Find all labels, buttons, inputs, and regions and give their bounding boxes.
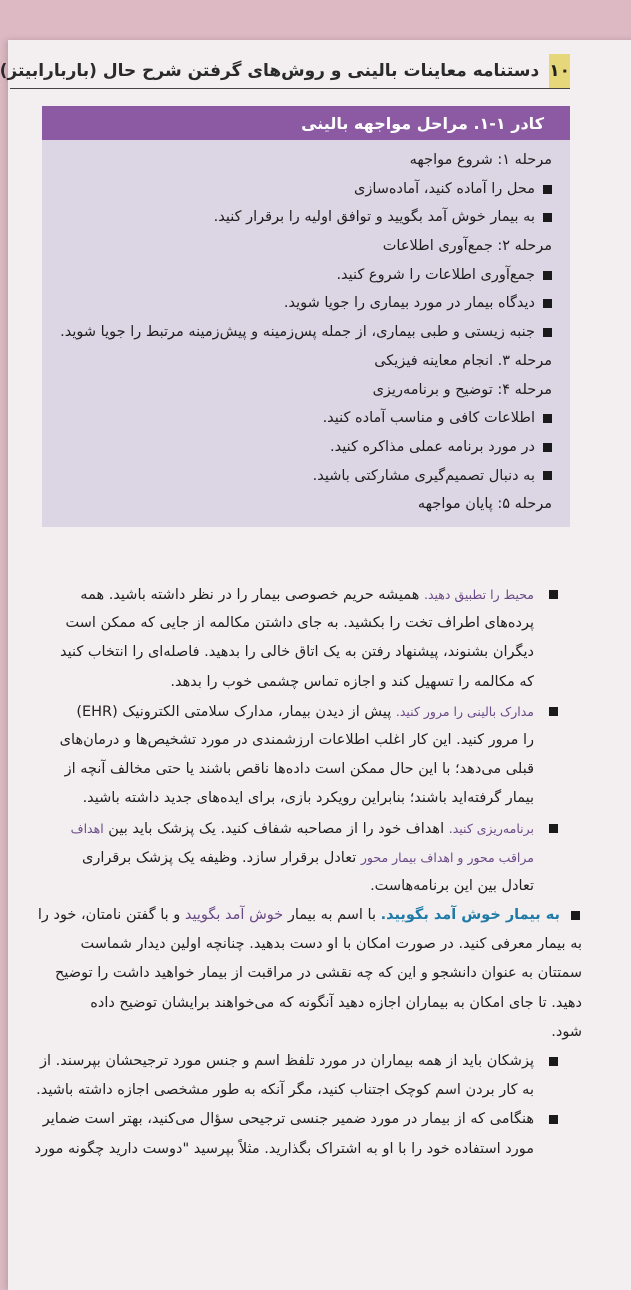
side-heading: برنامه‌ریزی کنید. bbox=[448, 820, 534, 836]
paragraph-continuation bbox=[32, 930, 582, 1047]
text-line: تعادل برقرار سازد. وظیفه یک پزشک برقراری bbox=[81, 849, 361, 866]
text-line: مورد استفاده خود را با او به اشتراک بگذارید. مثلاً بپرسید "دوست دارید چگونه مورد bbox=[34, 1140, 534, 1157]
bullet-paragraph bbox=[32, 697, 560, 814]
bullet-icon bbox=[543, 299, 552, 308]
highlight-heading: به بیمار خوش آمد بگویید. bbox=[380, 907, 560, 924]
box-bullet-item bbox=[52, 462, 552, 491]
bullet-icon bbox=[543, 185, 552, 194]
side-heading: محیط را تطبیق دهید. bbox=[424, 587, 534, 602]
text-line: به بیمار معرفی کنید. در صورت امکان با او دست بدهید. چنانچه اولین دیدار شماست bbox=[80, 936, 582, 953]
box-line-text: دیدگاه بیمار در مورد بیماری را جویا شوید. bbox=[283, 295, 535, 312]
box-bullet-item bbox=[52, 404, 552, 433]
box-stage-heading bbox=[52, 376, 552, 405]
bullet-icon bbox=[543, 271, 552, 280]
box-bullet-item bbox=[52, 261, 552, 290]
box-line-text: اطلاعات کافی و مناسب آماده کنید. bbox=[322, 410, 535, 427]
text-line: پرده‌های اطراف تخت را بکشید. به جای داشتن مکالمه از جایی که ممکن است bbox=[65, 615, 534, 632]
side-heading: مدارک بالینی را مرور کنید. bbox=[395, 703, 534, 719]
text-line: تعادل بین این برنامه‌هاست. bbox=[370, 877, 534, 894]
box-line-text: جنبه زیستی و طبی بیماری، از جمله پس‌زمینه و پیش‌زمینه مرتبط را جویا شوید. bbox=[60, 324, 535, 341]
box-line-text: مرحله ۱: شروع مواجهه bbox=[409, 152, 552, 168]
box-line-text: مرحله ۵: پایان مواجهه bbox=[417, 496, 552, 513]
box-stage-heading bbox=[52, 232, 552, 261]
bullet-icon bbox=[549, 824, 558, 833]
text-line: دهید. تا جای امکان به بیماران اجازه دهید آنگونه که می‌خواهند برایشان توضیح داده bbox=[90, 994, 582, 1011]
text-line: و با گفتن نامتان، خود را bbox=[37, 907, 185, 924]
box-stage-heading bbox=[52, 490, 552, 519]
box-line-text: به دنبال تصمیم‌گیری مشارکتی باشید. bbox=[312, 467, 535, 484]
side-term: خوش آمد بگویید bbox=[184, 907, 284, 924]
box-line-text: مرحله ۴: توضیح و برنامه‌ریزی bbox=[372, 381, 552, 398]
box-line-text: جمع‌آوری اطلاعات را شروع کنید. bbox=[336, 266, 535, 283]
bullet-paragraph bbox=[32, 901, 582, 930]
text-line: که مکالمه را تسهیل کند و اجازه تماس چشمی خوب را بدهد. bbox=[170, 673, 534, 690]
bullet-icon bbox=[549, 590, 558, 599]
box-bullet-item bbox=[52, 289, 552, 318]
text-line: با اسم به بیمار bbox=[283, 907, 381, 924]
box-bullet-item bbox=[52, 433, 552, 462]
bullet-icon bbox=[549, 707, 558, 716]
box-bullet-item bbox=[52, 203, 552, 232]
bullet-icon bbox=[543, 443, 552, 452]
box-title: کادر ۱-۱. مراحل مواجهه بالینی bbox=[42, 106, 570, 140]
bullet-paragraph bbox=[32, 580, 560, 697]
text-line: شود. bbox=[551, 1023, 582, 1040]
box-line-text: محل را آماده کنید، آماده‌سازی bbox=[354, 180, 535, 197]
text-line: همیشه حریم خصوصی بیمار را در نظر داشته باشید. همه bbox=[80, 587, 424, 603]
box-line-text: در مورد برنامه عملی مذاکره کنید. bbox=[330, 438, 535, 455]
text-line: دیگران بشنوند، پیشنهاد رفتن به یک اتاق خالی را بدهید. فاصله‌ای را انتخاب کنید bbox=[59, 644, 534, 661]
box-line-text: مرحله ۲: جمع‌آوری اطلاعات bbox=[382, 238, 552, 255]
running-title: دستنامه معاینات بالینی و روش‌های گرفتن شرح حال (باربارابیتز) bbox=[0, 61, 540, 81]
page-number: ۱۰ bbox=[549, 54, 570, 88]
text-line: پزشکان باید از همه بیماران در مورد تلفظ اسم و جنس مورد ترجیحشان بپرسند. از bbox=[39, 1053, 534, 1069]
bullet-icon bbox=[571, 911, 580, 920]
box-line-text: به بیمار خوش آمد بگویید و توافق اولیه را برقرار کنید. bbox=[213, 209, 535, 226]
text-line: اهداف خود را از مصاحبه شفاف کنید. یک پزشک باید بین bbox=[103, 820, 449, 837]
box-line-text: مرحله ۳. انجام معاینه فیزیکی bbox=[374, 352, 552, 369]
text-line: قبلی می‌دهد؛ با این حال ممکن است داده‌ها ناقص باشند یا حتی مخالف آنچه از bbox=[64, 761, 534, 778]
bullet-icon bbox=[543, 414, 552, 423]
main-text bbox=[32, 580, 582, 1164]
bullet-icon bbox=[543, 471, 552, 480]
text-line: هنگامی که از بیمار در مورد ضمیر جنسی ترجیحی سؤال می‌کنید، بهتر است ضمایر bbox=[42, 1111, 534, 1128]
bullet-icon bbox=[543, 213, 552, 222]
box-list bbox=[42, 140, 570, 519]
box-stage-heading bbox=[52, 347, 552, 376]
box-bullet-item bbox=[52, 175, 552, 204]
box-clinical-encounter bbox=[42, 106, 570, 527]
text-line: را مرور کنید. این کار اغلب اطلاعات ارزشمندی در مورد تشخیص‌ها و درمان‌های bbox=[59, 731, 534, 748]
text-line: به کار بردن اسم کوچک اجتناب کنید، مگر آنکه به طور مشخصی اجازه داشته باشید. bbox=[36, 1082, 534, 1099]
bullet-icon bbox=[549, 1057, 558, 1066]
bullet-paragraph bbox=[32, 1047, 560, 1105]
bullet-paragraph bbox=[32, 814, 560, 902]
text-line: پیش از دیدن بیمار، مدارک سلامتی الکترونیک (EHR) bbox=[76, 703, 396, 720]
text-line: سمتتان به عنوان دانشجو و این که چه نقشی در مراقبت از بیمار خواهید داشت را توضیح bbox=[55, 965, 582, 982]
side-term: مراقب محور و اهداف بیمار محور bbox=[360, 849, 534, 865]
side-term: اهداف bbox=[70, 820, 104, 836]
bullet-paragraph bbox=[32, 1105, 560, 1163]
bullet-icon bbox=[549, 1115, 558, 1124]
text-line: بیمار گرفته‌اید باشند؛ بنابراین رویکرد بازی، برای ایده‌های جدید داشته باشید. bbox=[82, 790, 534, 807]
page-header bbox=[0, 54, 570, 89]
bullet-icon bbox=[543, 328, 552, 337]
box-bullet-item bbox=[52, 318, 552, 347]
box-stage-heading bbox=[52, 146, 552, 175]
